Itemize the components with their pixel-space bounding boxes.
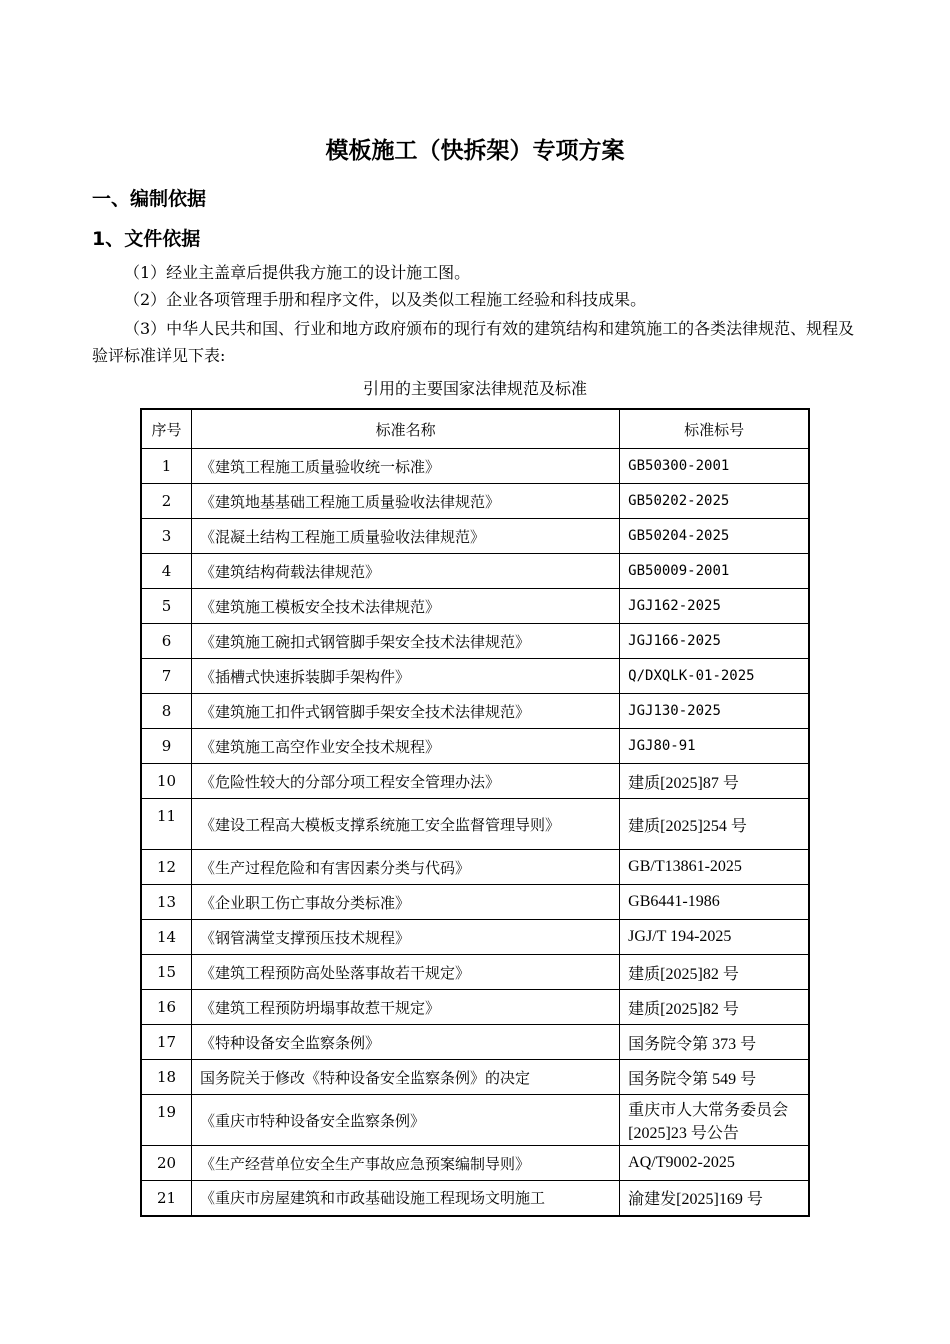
cell-standard-code: JGJ/T 194-2025 [620,920,809,955]
table-body [141,449,809,1216]
cell-standard-name: 《建设工程高大模板支撑系统施工安全监督管理导则》 [192,799,620,850]
cell-index: 13 [141,885,192,920]
document-title: 模板施工（快拆架）专项方案 [325,138,625,164]
table-row [141,554,809,589]
table-row [141,1060,809,1095]
cell-index: 19 [141,1095,192,1146]
cell-index: 6 [141,624,192,659]
cell-standard-code: AQ/T9002-2025 [620,1146,809,1181]
cell-standard-name: 《建筑施工碗扣式钢管脚手架安全技术法律规范》 [192,624,620,659]
header-name: 标准名称 [192,409,620,449]
paragraph-3: （3）中华人民共和国、行业和地方政府颁布的现行有效的建筑结构和建筑施工的各类法律规范、规程及验评标准详见下表: [92,319,855,365]
cell-index: 15 [141,955,192,990]
cell-standard-code: GB/T13861-2025 [620,850,809,885]
table-row [141,589,809,624]
cell-standard-code: Q/DXQLK-01-2025 [620,659,809,694]
cell-standard-name: 《建筑地基基础工程施工质量验收法律规范》 [192,484,620,519]
cell-index: 8 [141,694,192,729]
cell-standard-code: JGJ166-2025 [620,624,809,659]
cell-index: 10 [141,764,192,799]
cell-standard-name: 《建筑工程预防高处坠落事故若干规定》 [192,955,620,990]
cell-standard-code: 建质[2025]82 号 [620,990,809,1025]
cell-standard-name: 《建筑结构荷载法律规范》 [192,554,620,589]
cell-index: 1 [141,449,192,484]
cell-standard-name: 国务院关于修改《特种设备安全监察条例》的决定 [192,1060,620,1095]
table-row [141,519,809,554]
table-row [141,920,809,955]
table-row [141,885,809,920]
standards-table [140,408,810,1217]
table-row [141,694,809,729]
table-row [141,659,809,694]
table-row [141,1181,809,1216]
cell-standard-name: 《生产过程危险和有害因素分类与代码》 [192,850,620,885]
header-index: 序号 [141,409,192,449]
table-header-row [141,409,809,449]
table-row [141,449,809,484]
cell-standard-code: 国务院令第 373 号 [620,1025,809,1060]
cell-standard-name: 《特种设备安全监察条例》 [192,1025,620,1060]
table-row [141,955,809,990]
cell-standard-name: 《重庆市房屋建筑和市政基础设施工程现场文明施工 [192,1181,620,1216]
cell-standard-code: GB50202-2025 [620,484,809,519]
cell-index: 17 [141,1025,192,1060]
paragraph-2: （2）企业各项管理手册和程序文件，以及类似工程施工经验和科技成果。 [124,290,647,309]
cell-standard-name: 《钢管满堂支撑预压技术规程》 [192,920,620,955]
table-row [141,1025,809,1060]
header-code: 标准标号 [620,409,809,449]
cell-index: 5 [141,589,192,624]
cell-standard-code: GB6441-1986 [620,885,809,920]
cell-index: 18 [141,1060,192,1095]
table-caption: 引用的主要国家法律规范及标准 [362,379,587,398]
cell-index: 20 [141,1146,192,1181]
cell-standard-code: GB50204-2025 [620,519,809,554]
cell-standard-name: 《建筑工程预防坍塌事故惹干规定》 [192,990,620,1025]
cell-index: 16 [141,990,192,1025]
table-row [141,1095,809,1146]
table-row [141,624,809,659]
cell-standard-name: 《建筑施工扣件式钢管脚手架安全技术法律规范》 [192,694,620,729]
cell-standard-name: 《建筑施工模板安全技术法律规范》 [192,589,620,624]
cell-standard-code: 国务院令第 549 号 [620,1060,809,1095]
table-row [141,764,809,799]
cell-index: 3 [141,519,192,554]
paragraph-1: （1）经业主盖章后提供我方施工的设计施工图。 [124,263,471,282]
table-row [141,850,809,885]
cell-standard-name: 《生产经营单位安全生产事故应急预案编制导则》 [192,1146,620,1181]
section-heading: 一、编制依据 [92,188,207,210]
cell-index: 21 [141,1181,192,1216]
cell-standard-code: 建质[2025]82 号 [620,955,809,990]
cell-index: 12 [141,850,192,885]
cell-standard-code: 建质[2025]254 号 [620,799,809,850]
cell-standard-name: 《企业职工伤亡事故分类标准》 [192,885,620,920]
table-row [141,1146,809,1181]
cell-standard-code: GB50009-2001 [620,554,809,589]
cell-standard-name: 《重庆市特种设备安全监察条例》 [192,1095,620,1146]
table-row [141,990,809,1025]
table-row [141,729,809,764]
cell-standard-code: JGJ80-91 [620,729,809,764]
cell-standard-code: 重庆市人大常务委员会[2025]23 号公告 [620,1095,809,1146]
cell-standard-code: GB50300-2001 [620,449,809,484]
cell-standard-name: 《建筑施工高空作业安全技术规程》 [192,729,620,764]
cell-standard-code: JGJ130-2025 [620,694,809,729]
cell-index: 2 [141,484,192,519]
cell-standard-code: JGJ162-2025 [620,589,809,624]
cell-index: 14 [141,920,192,955]
subsection-heading: 1、文件依据 [92,228,201,250]
cell-index: 11 [141,799,192,850]
cell-standard-code: 渝建发[2025]169 号 [620,1181,809,1216]
cell-standard-code: 建质[2025]87 号 [620,764,809,799]
cell-index: 7 [141,659,192,694]
table-row [141,484,809,519]
cell-standard-name: 《建筑工程施工质量验收统一标准》 [192,449,620,484]
cell-standard-name: 《危险性较大的分部分项工程安全管理办法》 [192,764,620,799]
cell-standard-name: 《插槽式快速拆装脚手架构件》 [192,659,620,694]
table-row [141,799,809,850]
cell-standard-name: 《混凝土结构工程施工质量验收法律规范》 [192,519,620,554]
cell-index: 9 [141,729,192,764]
cell-index: 4 [141,554,192,589]
